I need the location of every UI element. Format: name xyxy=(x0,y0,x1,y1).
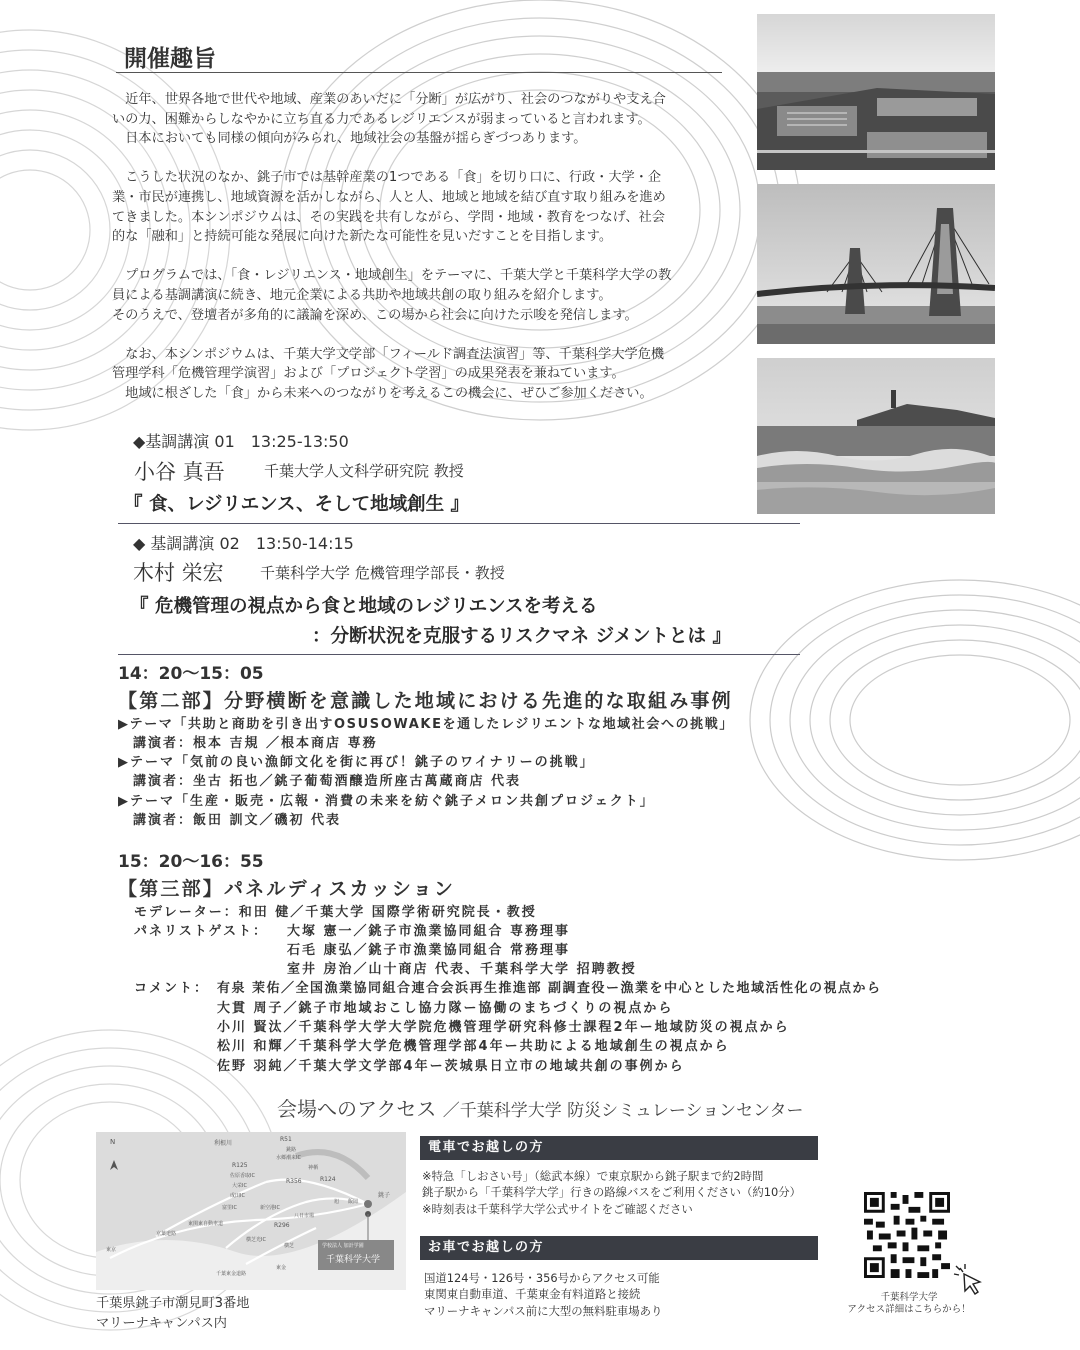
keynote1-title: 『 食、レジリエンス、そして地域創生 』 xyxy=(124,494,470,515)
access-title xyxy=(277,1093,803,1122)
part3-comment-2: 大貫 周子／銚子市地域おこし協力隊ー協働のまちづくりの視点から xyxy=(217,1001,674,1016)
map-label-sawara-katori: 佐原香取IC xyxy=(230,1173,255,1179)
map-label-keiyo: 京葉道路 xyxy=(156,1231,177,1237)
route-map xyxy=(96,1132,406,1290)
map-label-suigo-itako: 水郷潮来IC xyxy=(276,1155,301,1161)
part3-moderator: モデレーター：和田 健／千葉大学 国際学術研究院長・教授 xyxy=(134,905,537,920)
aerial-harbor-photo xyxy=(757,14,995,170)
qr-code-icon[interactable] xyxy=(864,1192,950,1278)
part2-time: 14：20〜15：05 xyxy=(118,664,264,684)
heading-rule xyxy=(116,72,722,73)
part3-comment-4: 松川 和輝／千葉科学大学危機管理学部4年ー共助による地域創生の視点から xyxy=(217,1039,730,1054)
part3-time: 15：20〜16：55 xyxy=(118,852,264,872)
train-heading: 電車でお越しの方 xyxy=(420,1136,818,1160)
map-label-tokyo: 東京 xyxy=(106,1247,117,1253)
map-label-chiba-togane: 千葉東金道路 xyxy=(216,1271,247,1277)
map-label-shinkuko: 新空港IC xyxy=(260,1205,280,1211)
part3-comment-3: 小川 賢汰／千葉科学大学大学院危機管理学研究科修士課程2年ー地域防災の視点から xyxy=(217,1020,790,1035)
keynote1-speaker-name: 小谷 真吾 xyxy=(134,460,225,484)
keynote1-head: ◆基調講演 01 13:25-13:50 xyxy=(133,432,349,451)
part3-panelist-2: 石毛 康弘／銚子市漁業協同組合 常務理事 xyxy=(287,943,571,958)
keynote2-title-line1: 『 危機管理の視点から食と地域のレジリエンスを考える xyxy=(130,596,598,617)
intro-paragraph-4: なお、本シンポジウムは、千葉大学文学部「フィールド調査法演習」等、千葉科学大学危機 管理学科「危機管理学演習」および「プロジェクト学習」の成果発表を兼ねています。 地域に根ざした「食」から未来へのつながりを考えるこの機会に、ぜひご参加ください。 xyxy=(112,346,665,401)
part3-panelist-3: 室井 房治／山十商店 代表、千葉科学大学 招聘教授 xyxy=(287,962,637,977)
map-label-r296: R296 xyxy=(274,1222,290,1229)
car-heading: お車でお越しの方 xyxy=(420,1236,818,1260)
map-label-tomisato: 富里IC xyxy=(222,1205,237,1211)
map-label-yokoshiba: 横芝 xyxy=(284,1243,295,1249)
part2-theme-1: ▶テーマ「共助と商助を引き出すOSUSOWAKEを通したレジリエントな地域社会への挑戦」 xyxy=(118,717,734,732)
keynote2-affiliation: 千葉科学大学 危機管理学部長・教授 xyxy=(260,564,505,582)
keynote1-rule xyxy=(118,523,800,524)
part2-theme-2: ▶テーマ「気前の良い漁師文化を街に再び！銚子のワイナリーの挑戦」 xyxy=(118,755,595,770)
map-label-r51: R51 xyxy=(280,1136,292,1143)
part3-comment-5: 佐野 羽純／千葉大学文学部4年ー茨城県日立市の地域共創の事例から xyxy=(217,1059,685,1074)
intro-paragraph-1: 近年、世界各地で世代や地域、産業のあいだに「分断」が広がり、社会のつながりや支え合 いの力、困難からしなやかに立ち直る力であるレジリエンスが弱まっていると言われます。 日本においても同様の傾向がみられ、地域社会の基盤が揺らぎづつあります。 xyxy=(112,92,666,147)
venue-address: 千葉県銚子市潮見町3番地 マリーナキャンパス内 xyxy=(96,1296,250,1331)
map-label-taiei: 大栄IC xyxy=(232,1183,247,1189)
car-info: 国道124号・126号・356号からアクセス可能 東関東自動車道、千葉東金有料道路と接続 マリーナキャンパス前に大型の無料駐車場あり xyxy=(424,1271,663,1318)
map-label-choro: 銚路 xyxy=(286,1147,297,1153)
cable-bridge-photo xyxy=(757,184,995,344)
part2-speaker-2: 講演者：坐古 拓也／銚子葡萄酒醸造所座古萬蔵商店 代表 xyxy=(118,774,522,789)
keynote1-affiliation: 千葉大学人文科学研究院 教授 xyxy=(264,462,464,480)
part3-title: 【第三部】パネルディスカッション xyxy=(118,878,456,900)
map-label-r125: R125 xyxy=(232,1162,248,1169)
map-label-tone: 利根川 xyxy=(214,1140,233,1147)
part2-speaker-3: 講演者：飯田 訓文／磯初 代表 xyxy=(118,813,342,828)
coast-lighthouse-photo xyxy=(757,358,995,514)
train-info: ※特急「しおさい号」（総武本線）で東京駅から銚子駅まで約2時間 銚子駅から「千葉科学大学」行きの路線バスをご利用ください（約10分） ※時刻表は千葉科学大学公式サイトをご確認ください xyxy=(422,1169,801,1216)
click-cursor-icon xyxy=(952,1262,986,1296)
qr-caption: 千葉科学大学 アクセス詳細はこちらから！ xyxy=(847,1292,971,1315)
part2-speaker-1: 講演者：根本 吉規 ／根本商店 専務 xyxy=(118,736,378,751)
keynote2-speaker-name: 木村 栄宏 xyxy=(133,561,224,585)
map-label-togane: 東金 xyxy=(276,1265,287,1271)
access-venue: ／千葉科学大学 防災シミュレーションセンター xyxy=(442,1101,804,1121)
intro-text xyxy=(112,90,732,423)
map-label-north: N xyxy=(110,1138,116,1146)
intro-paragraph-2: こうした状況のなか、銚子市では基幹産業の1つである「食」を切り口に、行政・大学・企 業・市民が連携し、地域資源を活かしながら、人と人、地域と地域を結び直す取り組みを進め てきました。本シンポジウムは、その実践を共有しながら、学問・地域・教育をつなげ、社会 的な「融和」と持続可能な発展に向けた新たな可能性を見いだすことを目指します。 xyxy=(112,170,666,245)
map-label-r124: R124 xyxy=(320,1176,336,1183)
map-label-iioka: 飯岡 xyxy=(348,1199,359,1205)
section-heading: 開催趣旨 xyxy=(124,46,216,72)
map-label-r356: R356 xyxy=(286,1178,302,1185)
part3-comment-1: 有泉 茉佑／全国漁業協同組合連合会浜再生推進部 副調査役ー漁業を中心とした地域活性化の視点から xyxy=(217,981,882,996)
keynote2-title-line2: ：分断状況を克服するリスクマネ ジメントとは 』 xyxy=(312,626,731,647)
keynote2-head: ◆ 基調講演 02 13:50-14:15 xyxy=(133,534,354,553)
part3-comment-label: コメント： xyxy=(134,981,210,996)
map-label-kamisu: 神栖 xyxy=(308,1165,319,1171)
part2-title: 【第二部】分野横断を意識した地域における先進的な取組み事例 xyxy=(118,690,733,712)
part3-panelists-label: パネリストゲスト： xyxy=(134,924,268,939)
map-label-higashikanto: 東関東自動車道 xyxy=(188,1221,224,1227)
map-label-asahi: 旭 xyxy=(334,1199,340,1205)
map-label-yokaichiba: 八日市場 xyxy=(294,1213,315,1219)
keynote2-rule xyxy=(118,654,800,655)
map-label-yokoshibahikari: 横芝光IC xyxy=(246,1237,266,1243)
map-label-narita: 成田IC xyxy=(230,1193,245,1199)
map-label-choshi: 銚子 xyxy=(378,1192,391,1199)
part3-panelist-1: 大塚 憲一／銚子市漁業協同組合 専務理事 xyxy=(287,924,571,939)
intro-paragraph-3: プログラムでは、「食・レジリエンス・地域創生」をテーマに、千葉大学と千葉科学大学の教 員による基調講演に続き、地元企業による共助や地域共創の取り組みを紹介します。 そのうえで、登壇者が多角的に議論を深め、この場から社会に向けた示唆を発信します。 xyxy=(112,268,672,323)
map-label-kake-gakuen: 学校法人 加計学園 xyxy=(322,1243,364,1249)
part2-theme-3: ▶テーマ「生産・販売・広報・消費の未来を紡ぐ銚子メロン共創プロジェクト」 xyxy=(118,794,655,809)
access-heading: 会場へのアクセス xyxy=(277,1097,437,1121)
map-label-university: 千葉科学大学 xyxy=(326,1255,381,1265)
